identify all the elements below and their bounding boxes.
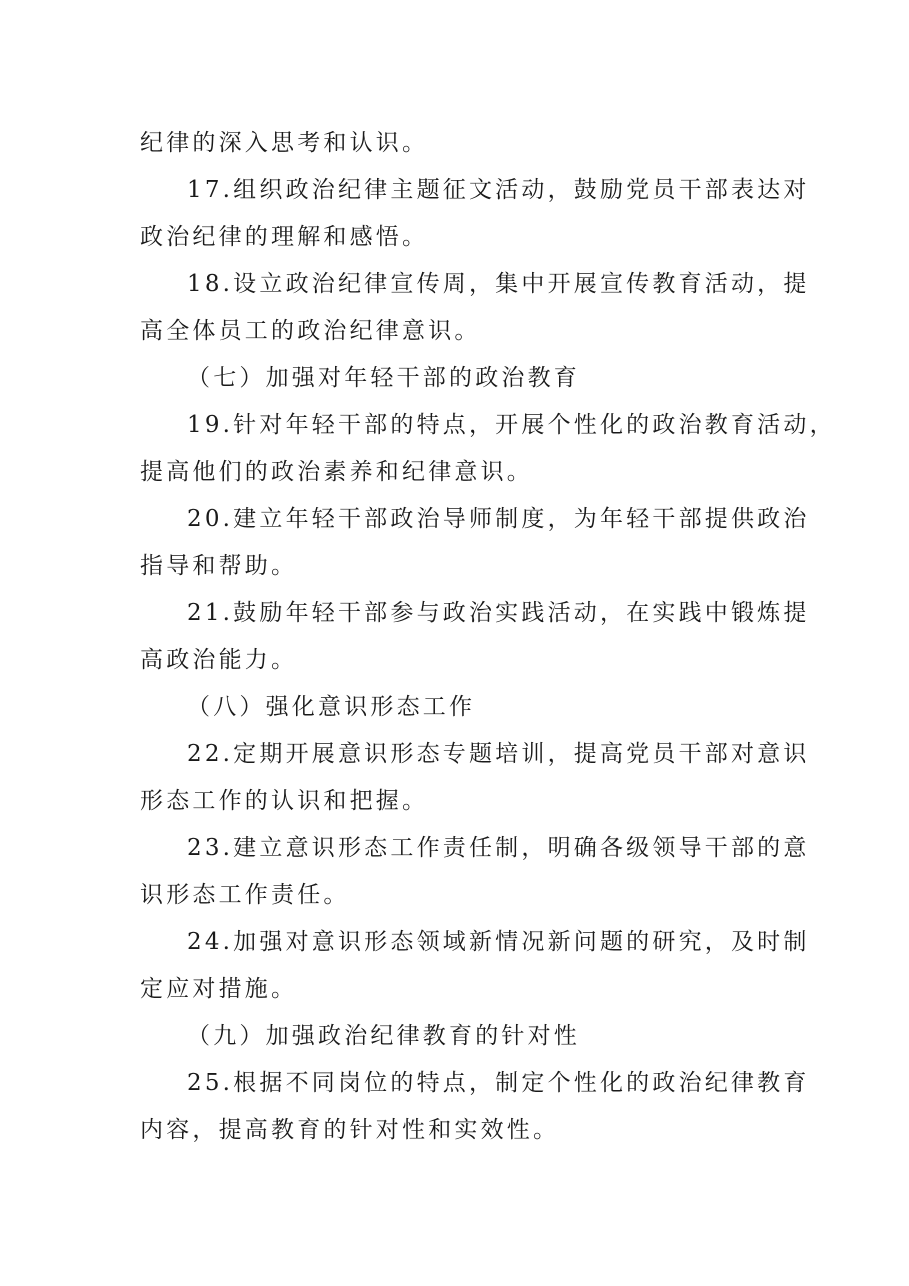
section-heading-7: （七）加强对年轻干部的政治教育 bbox=[187, 365, 580, 391]
text-line: 形态工作的认识和把握。 bbox=[140, 788, 429, 814]
list-item-18: 18.设立政治纪律宣传周，集中开展宣传教育活动，提 bbox=[187, 271, 810, 297]
text-line: 高全体员工的政治纪律意识。 bbox=[140, 318, 481, 344]
text-line: 内容，提高教育的针对性和实效性。 bbox=[140, 1117, 560, 1143]
text-line: 政治纪律的理解和感悟。 bbox=[140, 224, 429, 250]
list-item-25: 25.根据不同岗位的特点，制定个性化的政治纪律教育 bbox=[187, 1070, 810, 1096]
document-body bbox=[140, 120, 836, 1154]
section-heading-8: （八）强化意识形态工作 bbox=[187, 694, 476, 720]
list-item-20: 20.建立年轻干部政治导师制度，为年轻干部提供政治 bbox=[187, 506, 810, 532]
text-line: 高政治能力。 bbox=[140, 647, 298, 673]
text-line: 定应对措施。 bbox=[140, 976, 298, 1002]
list-item-23: 23.建立意识形态工作责任制，明确各级领导干部的意 bbox=[187, 835, 810, 861]
list-item-24: 24.加强对意识形态领域新情况新问题的研究，及时制 bbox=[187, 929, 810, 955]
text-line: 识形态工作责任。 bbox=[140, 882, 350, 908]
list-item-17: 17.组织政治纪律主题征文活动，鼓励党员干部表达对 bbox=[187, 177, 810, 203]
list-item-21: 21.鼓励年轻干部参与政治实践活动，在实践中锻炼提 bbox=[187, 600, 810, 626]
list-item-22: 22.定期开展意识形态专题培训，提高党员干部对意识 bbox=[187, 741, 810, 767]
text-line: 提高他们的政治素养和纪律意识。 bbox=[140, 459, 533, 485]
text-line: 纪律的深入思考和认识。 bbox=[140, 130, 429, 156]
text-line: 指导和帮助。 bbox=[140, 553, 298, 579]
list-item-19: 19.针对年轻干部的特点，开展个性化的政治教育活动， bbox=[187, 412, 836, 438]
section-heading-9: （九）加强政治纪律教育的针对性 bbox=[187, 1023, 580, 1049]
